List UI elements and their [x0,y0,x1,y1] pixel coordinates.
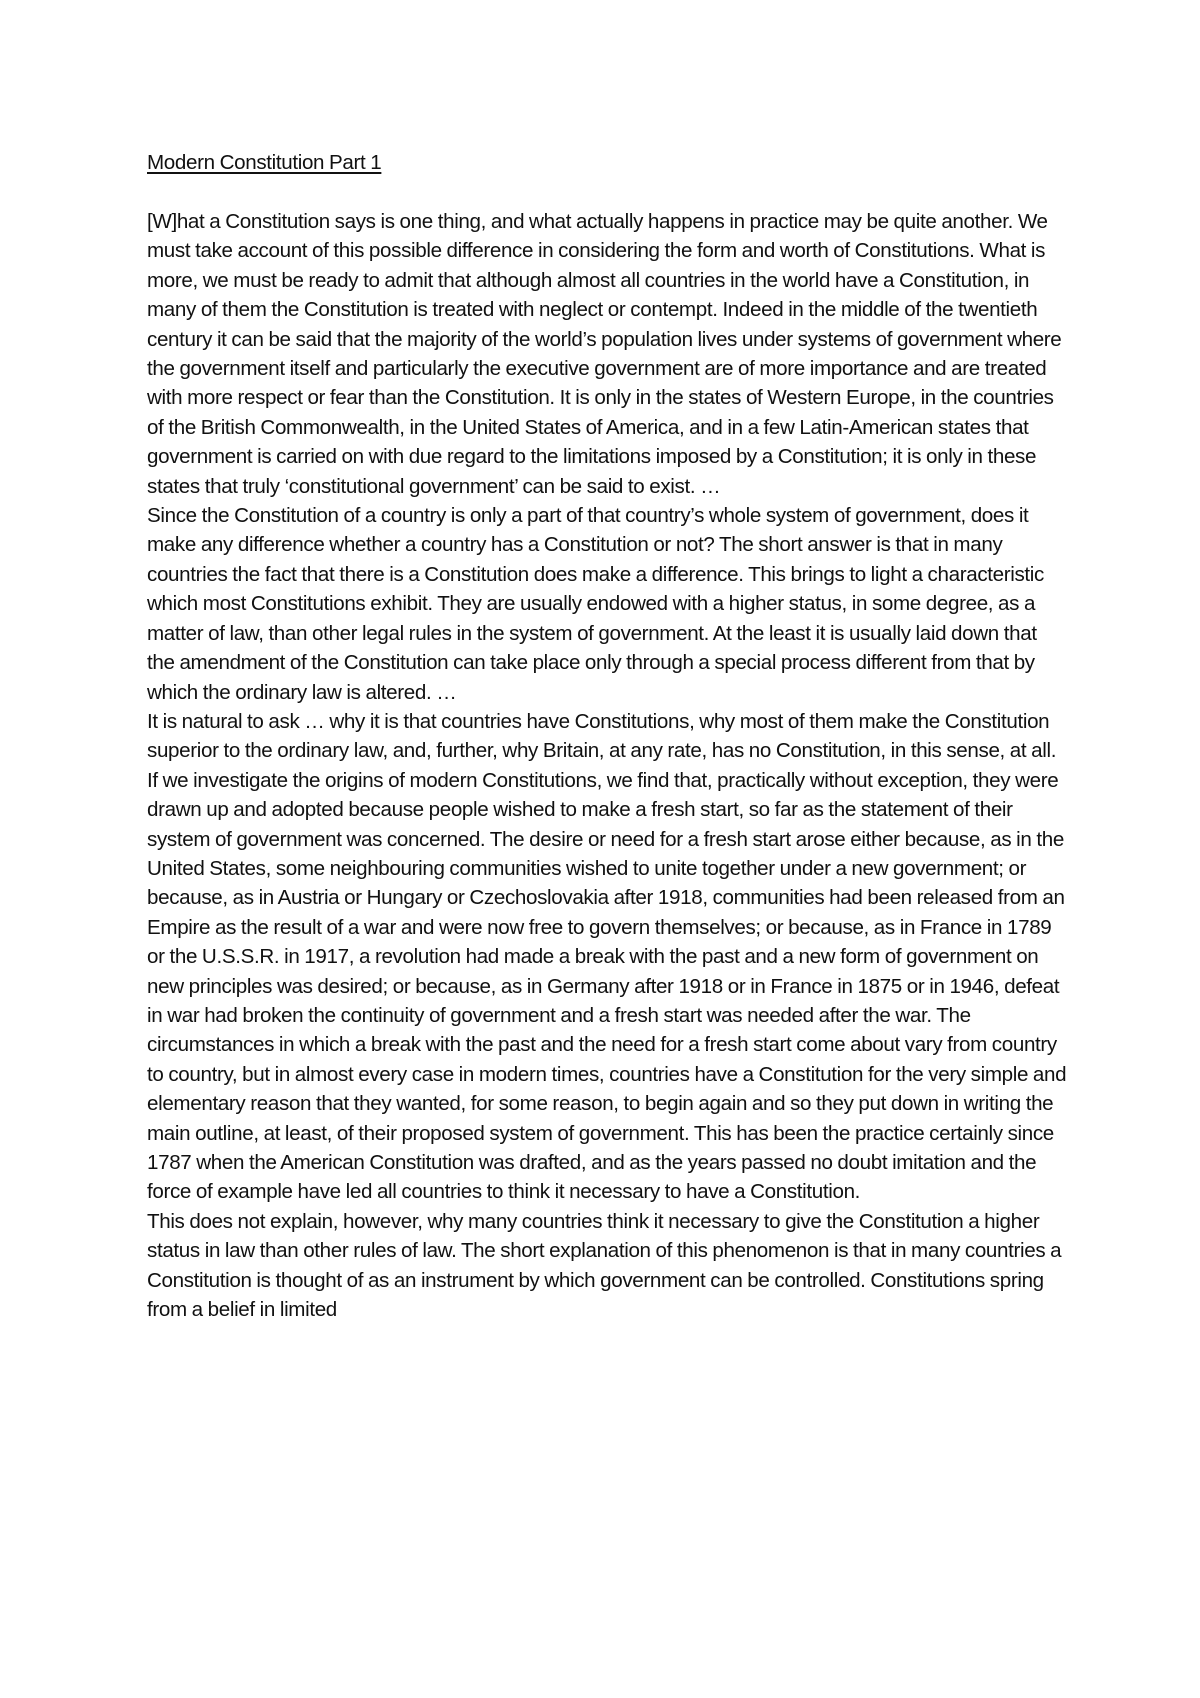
document-title: Modern Constitution Part 1 [147,151,382,174]
paragraph-5: This does not explain, however, why many countries think it necessary to give the Constitution a higher status in law than other rules of law. The short explanation of this phenomenon is that in many countries a Constitution is thought of as an instrument by which government can be controlled. Constitutions spring from a belief in limited [147,1209,1062,1322]
title-spacer [147,177,1067,207]
paragraph-2: Since the Constitution of a country is only a part of that country’s whole system of government, does it make any difference whether a country has a Constitution or not? The short answer is that in many countries the fact that there is a Constitution does make a difference. This brings to light a characteristic which most Constitutions exhibit. They are usually endowed with a higher status, in some degree, as a matter of law, than other legal rules in the system of government. At the least it is usually laid down that the amendment of the Constitution can take place only through a special process different from that by which the ordinary law is altered. … [147,504,1044,704]
document-body [147,149,1067,1324]
paragraph-1: [W]hat a Constitution says is one thing, and what actually happens in practice may be quite another. We must take account of this possible difference in considering the form and worth of Constitutions. What is more, we must be ready to admit that although almost all countries in the world have a Constitution, in many of them the Constitution is treated with neglect or contempt. Indeed in the middle of the twentieth century it can be said that the majority of the world’s population lives under systems of government where the government itself and particularly the executive government are of more importance and are treated with more respect or fear than the Constitution. It is only in the states of Western Europe, in the countries of the British Commonwealth, in the United States of America, and in a few Latin-American states that government is carried on with due regard to the limitations imposed by a Constitution; it is only in these states that truly ‘constitutional government’ can be said to exist. … [147,210,1062,498]
paragraph-4: If we investigate the origins of modern Constitutions, we find that, practically without exception, they were drawn up and adopted because people wished to make a fresh start, so far as the statement of their system of government was concerned. The desire or need for a fresh start arose either because, as in the United States, some neighbouring communities wished to unite together under a new government; or because, as in Austria or Hungary or Czechoslovakia after 1918, communities had been released from an Empire as the result of a war and were now free to govern themselves; or because, as in France in 1789 or the U.S.S.R. in 1917, a revolution had made a break with the past and a new form of government on new principles was desired; or because, as in Germany after 1918 or in France in 1875 or in 1946, defeat in war had broken the continuity of government and a fresh start was needed after the war. The circumstances in which a break with the past and the need for a fresh start come about vary from country to country, but in almost every case in modern times, countries have a Constitution for the very simple and elementary reason that they wanted, for some reason, to begin again and so they put down in writing the main outline, at least, of their proposed system of government. This has been the practice certainly since 1787 when the American Constitution was drafted, and as the years passed no doubt imitation and the force of example have led all countries to think it necessary to have a Constitution. [147,768,1067,1204]
paragraph-3: It is natural to ask … why it is that countries have Constitutions, why most of them make the Constitution superior to the ordinary law, and, further, why Britain, at any rate, has no Constitution, in this sense, at all. [147,709,1057,763]
